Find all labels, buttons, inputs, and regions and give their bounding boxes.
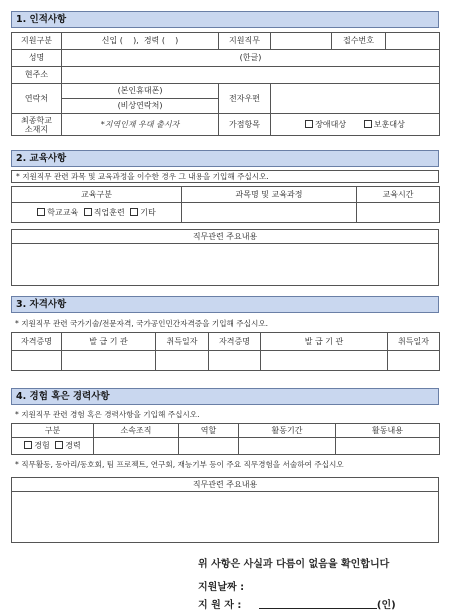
cert-issuer-field-2[interactable] <box>261 351 388 371</box>
edu-type-options: 학교교육 직업훈련 기타 <box>12 203 182 223</box>
edu-hours-field[interactable] <box>357 203 440 223</box>
education-note: * 지원직무 관련 과목 및 교육과정을 이수한 경우 그 내용을 기입해 주십시오. <box>11 170 439 183</box>
other-checkbox[interactable] <box>130 208 138 216</box>
cert-date-field-2[interactable] <box>388 351 440 371</box>
section-4-header: 4. 경험 혹은 경력사항 <box>11 388 439 405</box>
seal-mark: (인) <box>376 600 396 611</box>
apply-type-field[interactable]: 신입 ( ), 경력 ( ) <box>62 33 219 50</box>
exp-role-header: 역할 <box>179 424 239 438</box>
cert-name-header: 자격증명 <box>12 333 62 351</box>
exp-content-header: 활동내용 <box>336 424 440 438</box>
career-checkbox[interactable] <box>55 441 63 449</box>
school-location-field[interactable]: *지역인재 우대 출시자 <box>62 114 219 136</box>
experience-note: * 지원직무 관련 경험 혹은 경력사항을 기입해 주십시오. <box>15 410 200 419</box>
edu-course-header: 과목명 및 교육과정 <box>182 187 357 203</box>
edu-type-header: 교육구분 <box>12 187 182 203</box>
name-field[interactable]: (한글) <box>62 50 440 67</box>
bonus-label: 가점항목 <box>219 114 271 136</box>
contact-label: 연락처 <box>12 84 62 114</box>
job-training-checkbox[interactable] <box>84 208 92 216</box>
exp-period-field[interactable] <box>239 438 336 455</box>
cert-note: * 지원직무 관련 국가기술/전문자격, 국가공인민간자격증을 기입해 주십시오. <box>15 319 269 328</box>
cert-name-field[interactable] <box>12 351 62 371</box>
exp-period-header: 활동기간 <box>239 424 336 438</box>
email-field[interactable] <box>271 84 440 114</box>
date-label: 지원날짜 : <box>198 582 245 593</box>
email-label: 전자우편 <box>219 84 271 114</box>
cert-name-field-2[interactable] <box>209 351 261 371</box>
applicant-row <box>198 596 396 611</box>
edu-duty-title: 직무관련 주요내용 <box>12 230 438 244</box>
exp-duty-box[interactable] <box>11 477 439 543</box>
emergency-field[interactable]: (비상연락처) <box>62 99 219 114</box>
exp-duty-title: 직무관련 주요내용 <box>12 478 438 492</box>
experience-table <box>11 423 440 455</box>
applicant-signature-line[interactable] <box>259 598 377 609</box>
personal-info-table <box>11 32 440 136</box>
mobile-field[interactable]: (본인휴대폰) <box>62 84 219 99</box>
confirmation-text: 위 사항은 사실과 다름이 없음을 확인합니다 <box>198 559 390 570</box>
edu-course-field[interactable] <box>182 203 357 223</box>
cert-date-field[interactable] <box>156 351 209 371</box>
edu-hours-header: 교육시간 <box>357 187 440 203</box>
cert-date-header-2: 취득일자 <box>388 333 440 351</box>
section-3-header: 3. 자격사항 <box>11 296 439 313</box>
section-1-header: 1. 인적사항 <box>11 11 439 28</box>
experience-checkbox[interactable] <box>24 441 32 449</box>
exp-type-header: 구분 <box>12 424 94 438</box>
edu-duty-box[interactable] <box>11 229 439 286</box>
address-field[interactable] <box>62 67 440 84</box>
job-field[interactable] <box>271 33 332 50</box>
veteran-checkbox[interactable] <box>364 120 372 128</box>
education-table <box>11 186 440 223</box>
section-2-header: 2. 교육사항 <box>11 150 439 167</box>
name-label: 성명 <box>12 50 62 67</box>
disabled-checkbox[interactable] <box>305 120 313 128</box>
apply-type-label: 지원구분 <box>12 33 62 50</box>
school-location-label: 최종학교 소재지 <box>12 114 62 136</box>
bonus-field: 장애대상 보훈대상 <box>271 114 440 136</box>
cert-date-header: 취득일자 <box>156 333 209 351</box>
cert-issuer-header: 발 급 기 관 <box>62 333 156 351</box>
address-label: 현주소 <box>12 67 62 84</box>
job-label: 지원직무 <box>219 33 271 50</box>
exp-type-options: 경험 경력 <box>12 438 94 455</box>
receipt-no-field[interactable] <box>386 33 440 50</box>
cert-name-header-2: 자격증명 <box>209 333 261 351</box>
cert-issuer-field[interactable] <box>62 351 156 371</box>
exp-org-field[interactable] <box>94 438 179 455</box>
cert-table <box>11 332 440 371</box>
receipt-no-label: 접수번호 <box>332 33 386 50</box>
school-edu-checkbox[interactable] <box>37 208 45 216</box>
exp-role-field[interactable] <box>179 438 239 455</box>
cert-issuer-header-2: 발 급 기 관 <box>261 333 388 351</box>
experience-note-2: * 직무활동, 동아리/동호회, 팀 프로젝트, 연구회, 재능기부 등이 주요 직무경험을 서술하여 주십시오 <box>15 460 344 469</box>
applicant-label: 지 원 자 : <box>198 600 242 611</box>
exp-content-field[interactable] <box>336 438 440 455</box>
exp-org-header: 소속조직 <box>94 424 179 438</box>
